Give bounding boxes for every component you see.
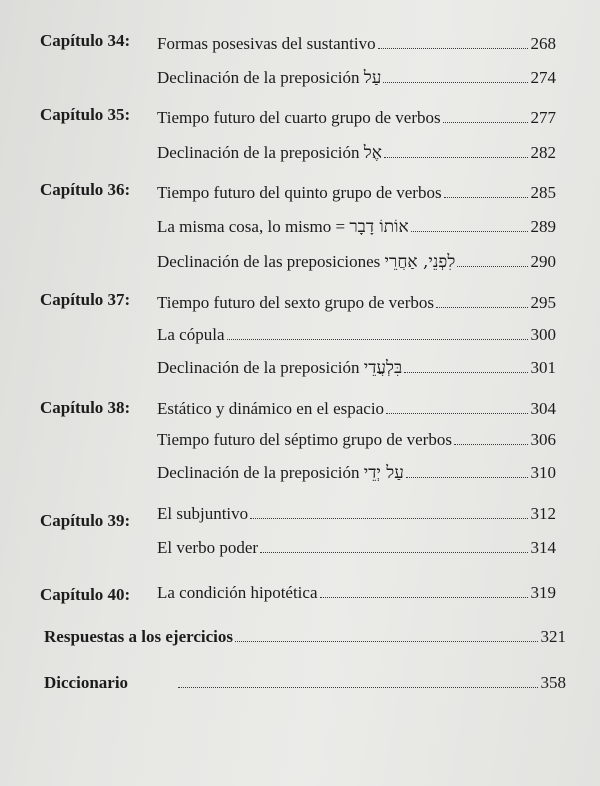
- leader-dots: [436, 307, 527, 308]
- toc-entry-title: Declinación de las preposiciones לִפְנֵי, אַחֲרֵי: [157, 252, 456, 272]
- toc-page-number: 274: [530, 68, 556, 87]
- chapter-heading: Capítulo 36:: [40, 180, 131, 199]
- leader-dots: [404, 372, 527, 373]
- toc-page-number: 321: [540, 627, 566, 646]
- toc-entry-answers: [44, 617, 566, 647]
- leader-dots: [384, 157, 528, 158]
- toc-page-number: 282: [530, 143, 556, 162]
- toc-entry-title: Declinación de la preposición עַל: [157, 68, 382, 88]
- toc-entry-title: Formas posesivas del sustantivo: [157, 34, 376, 53]
- chapter-heading: Capítulo 37:: [40, 290, 131, 309]
- toc-entry: [157, 183, 556, 203]
- toc-entry-title: La cópula: [157, 325, 225, 344]
- toc-entry: [157, 108, 556, 128]
- toc-entry: [157, 504, 556, 524]
- toc-entry-title: La misma cosa, lo mismo = אוֹתוֹ דָבָר: [157, 217, 409, 237]
- leader-dots: [443, 122, 528, 123]
- leader-dots: [250, 518, 527, 519]
- toc-page-number: 277: [530, 108, 556, 127]
- toc-entry: [157, 538, 556, 558]
- toc-entry-title: Declinación de la preposición אֶל: [157, 143, 382, 163]
- chapter-heading: Capítulo 34:: [40, 31, 131, 50]
- toc-entry: [157, 325, 556, 345]
- leader-dots: [406, 477, 528, 478]
- toc-entry: [157, 252, 556, 272]
- leader-dots: [457, 266, 527, 267]
- toc-page-number: 314: [530, 538, 556, 557]
- toc-entry-title: Declinación de la preposición בִּלְעֲדֵי: [157, 358, 403, 378]
- toc-page-number: 301: [530, 358, 556, 377]
- hebrew-word: לִפְנֵי, אַחֲרֵי: [384, 252, 456, 272]
- toc-entry-title: El subjuntivo: [157, 504, 249, 523]
- toc-entry-title: Tiempo futuro del sexto grupo de verbos: [157, 293, 435, 312]
- toc-entry: [157, 143, 556, 163]
- toc-entry-title: Tiempo futuro del quinto grupo de verbos: [157, 183, 442, 202]
- toc-entry-title: Estático y dinámico en el espacio: [157, 399, 385, 418]
- leader-dots: [178, 687, 537, 688]
- leader-dots: [227, 339, 528, 340]
- chapter-heading: Capítulo 40:: [40, 585, 131, 604]
- toc-entry: [157, 430, 556, 450]
- toc-entry: [157, 358, 556, 378]
- toc-entry: [157, 68, 556, 88]
- toc-entry-title: Tiempo futuro del séptimo grupo de verbos: [157, 430, 452, 449]
- toc-entry-title: Respuestas a los ejercicios: [44, 627, 234, 646]
- leader-dots: [383, 82, 527, 83]
- leader-dots: [320, 597, 528, 598]
- leader-dots: [386, 413, 527, 414]
- toc-page-number: 306: [530, 430, 556, 449]
- chapter-heading: Capítulo 35:: [40, 105, 131, 124]
- toc-entry-title: La condición hipotética: [157, 583, 318, 602]
- leader-dots: [444, 197, 528, 198]
- toc-page-number: 295: [530, 293, 556, 312]
- toc-entry-title: Tiempo futuro del cuarto grupo de verbos: [157, 108, 441, 127]
- toc-page-number: 285: [530, 183, 556, 202]
- chapter-heading: Capítulo 39:: [40, 511, 131, 530]
- toc-entry-title: El verbo poder: [157, 538, 259, 557]
- toc-entry: [157, 34, 556, 54]
- toc-page-number: 312: [530, 504, 556, 523]
- toc-entry: [157, 293, 556, 313]
- toc-page-number: 268: [530, 34, 556, 53]
- toc-page-number: 289: [530, 217, 556, 236]
- hebrew-word: עַל: [363, 68, 382, 88]
- leader-dots: [260, 552, 527, 553]
- toc-page-number: 310: [530, 463, 556, 482]
- toc-entry: [157, 217, 556, 237]
- toc-page-number: 358: [540, 673, 566, 692]
- toc-entry: [157, 463, 556, 483]
- toc-page-number: 304: [530, 399, 556, 418]
- toc-page-number: 290: [530, 252, 556, 271]
- hebrew-word: עַל יְדֵי: [363, 463, 404, 483]
- toc-entry-title: Diccionario: [44, 673, 129, 692]
- hebrew-word: אֶל: [363, 143, 382, 163]
- toc-page-number: 319: [530, 583, 556, 602]
- hebrew-word: אוֹתוֹ דָבָר: [349, 217, 409, 237]
- toc-page-number: 300: [530, 325, 556, 344]
- chapter-heading: Capítulo 38:: [40, 398, 131, 417]
- leader-dots: [411, 231, 528, 232]
- toc-entry: [157, 399, 556, 419]
- hebrew-word: בִּלְעֲדֵי: [363, 358, 403, 378]
- toc-entry: [157, 575, 556, 603]
- leader-dots: [378, 48, 528, 49]
- leader-dots: [235, 641, 537, 642]
- leader-dots: [454, 444, 528, 445]
- toc-entry-dictionary: [44, 657, 566, 693]
- toc-entry-title: Declinación de la preposición עַל יְדֵי: [157, 463, 404, 483]
